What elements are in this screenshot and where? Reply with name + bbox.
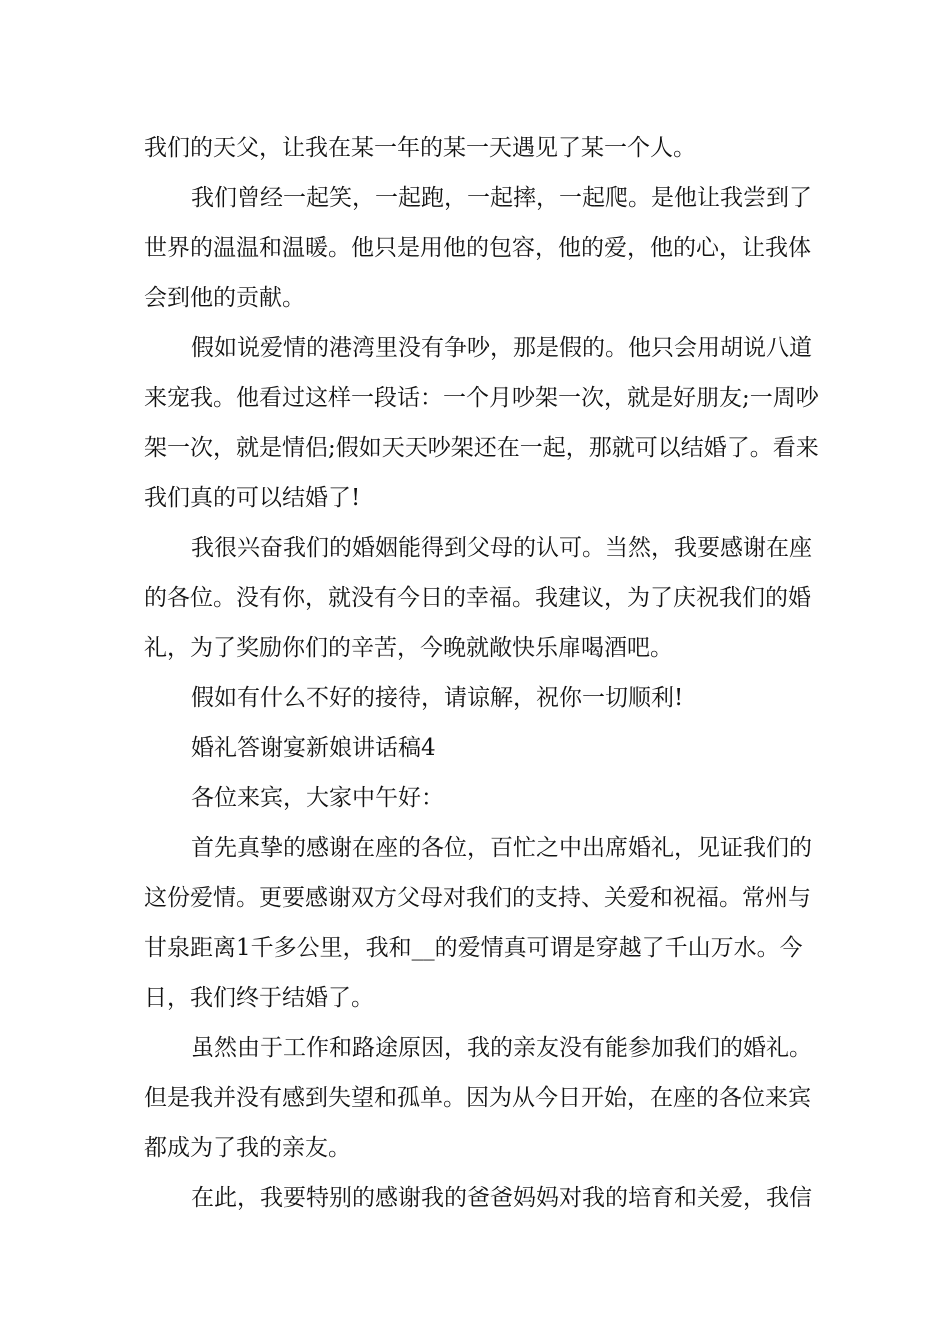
text-line: 假如说爱情的港湾里没有争吵，那是假的。他只会用胡说八道 [191, 335, 812, 361]
text-line: 各位来宾，大家中午好： [191, 785, 444, 811]
text-line: 架一次，就是情侣;假如天天吵架还在一起，那就可以结婚了。看来 [144, 435, 819, 461]
text-line: 来宠我。他看过这样一段话：一个月吵架一次，就是好朋友;一周吵 [144, 385, 819, 411]
text-line: 的各位。没有你，就没有今日的幸福。我建议，为了庆祝我们的婚 [144, 585, 811, 611]
text-line: 但是我并没有感到失望和孤单。因为从今日开始，在座的各位来宾 [144, 1085, 811, 1111]
text-line: 甘泉距离1千多公里，我和__的爱情真可谓是穿越了千山万水。今 [144, 935, 803, 961]
text-line: 在此，我要特别的感谢我的爸爸妈妈对我的培育和关爱，我信 [191, 1185, 812, 1211]
text-line: 假如有什么不好的接待，请谅解，祝你一切顺利! [191, 685, 684, 711]
text-line: 我们真的可以结婚了! [144, 485, 361, 511]
text-line: 会到他的贡献。 [144, 285, 305, 311]
text-line: 首先真挚的感谢在座的各位，百忙之中出席婚礼，见证我们的 [191, 835, 812, 861]
text-line: 日，我们终于结婚了。 [144, 985, 374, 1011]
text-line: 我们曾经一起笑，一起跑，一起摔，一起爬。是他让我尝到了 [191, 185, 812, 211]
section-heading: 婚礼答谢宴新娘讲话稿4 [191, 735, 436, 761]
text-line: 这份爱情。更要感谢双方父母对我们的支持、关爱和祝福。常州与 [144, 885, 811, 911]
text-line: 我们的天父，让我在某一年的某一天遇见了某一个人。 [144, 135, 696, 161]
text-line: 礼，为了奖励你们的辛苦，今晚就敞快乐扉喝酒吧。 [144, 635, 673, 661]
text-line: 都成为了我的亲友。 [144, 1135, 351, 1161]
text-line: 虽然由于工作和路途原因，我的亲友没有能参加我们的婚礼。 [191, 1035, 812, 1061]
text-line: 世界的温温和温暖。他只是用他的包容，他的爱，他的心，让我体 [144, 235, 811, 261]
text-line: 我很兴奋我们的婚姻能得到父母的认可。当然，我要感谢在座 [191, 535, 812, 561]
